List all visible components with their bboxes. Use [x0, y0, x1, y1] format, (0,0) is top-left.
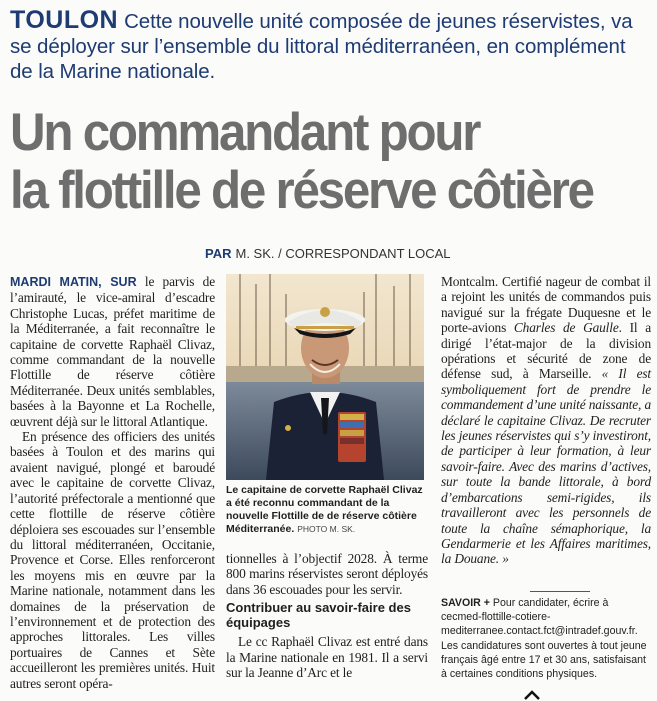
kicker [10, 8, 650, 84]
quote: « Il est symboliquement fort de prendre le commandement d’une unité naissante, a déclaré le capitaine Clivaz. De recruter les jeunes réservistes qui s’y investiront, de participer à leur formation, à leur savoir-faire. Avec des marins d’actives, sur toute la bande littorale, à bord d’embarcations semi-rigides, ils travailleront avec les personnels de toute la chaîne sémaphorique, la Gendarmerie et les Affaires maritimes, la Douane. » [441, 366, 651, 567]
article-column-1 [10, 274, 215, 691]
paragraph-2: En présence des officiers des unités basées à Toulon et des marins qui avaient navigué, plongé et baroudé avec le capitaine de corvette Clivaz, l’autorité préfectorale a mentionné que cette flottille de réserve côtière déploiera ses escouades sur l’ensemble du littoral méditerranéen, Occitanie, Provence et Corse. Elles renforceront les moyens mis en œuvre par la Marine nationale, notamment dans les domaines de la préservation de l’environnement et de protection des approches littorales. Les villes portuaires de Cannes et Sète accueilleront les premières unités. Huit autres seront opéra- [10, 429, 215, 691]
headline-line-1: Un commandant pour [10, 103, 480, 162]
kicker-text: Cette nouvelle unité composée de jeunes réservistes, va se déployer sur l’ensemble du littoral méditerranéen, en complément de la Marine nationale. [10, 10, 633, 83]
paragraph-1 [10, 274, 215, 429]
photo-caption [226, 484, 428, 536]
subheading: Contribuer au savoir-faire des équipages [226, 600, 411, 631]
paragraph-3: tionnelles à l’objectif 2028. À terme 800 marins réservistes seront déployés dans 36 escouades pour les servir. [226, 551, 428, 597]
officer-photo [226, 274, 424, 480]
lead-in: MARDI MATIN, SUR [10, 275, 137, 289]
paragraph-4: Le cc Raphaël Clivaz est entré dans la Marine nationale en 1981. Il a servi sur la Jeanne d’Arc et le [226, 634, 428, 681]
savoir-plus-box [441, 596, 651, 681]
paragraph-5b: . Il a dirigé l’état-major de la division opérations et sécurité de zone de défense sud, à Marseille. [441, 320, 651, 382]
article-column-3 [441, 274, 651, 567]
chevron-up-icon[interactable] [523, 690, 541, 701]
paragraph-1-text: le parvis de l’amirauté, le vice-amiral d’escadre Christophe Lucas, préfet maritime de la Méditerranée, a fait reconnaître le capitaine de corvette Raphaël Clivaz, comme commandant de la nouvelle Flottille de réserve côtière Méditerranée. Deux unités semblables, basées à la Bayonne et La Rochelle, œuvrent déjà sur le littoral Atlantique. [10, 274, 215, 429]
officer-photo-illustration [226, 274, 424, 480]
savoir-text: Pour candidater, écrire à cecmed-flottille-cotiere-mediterranee.contact.fct@intradef.gouv.fr. Les candidatures sont ouvertes à tout jeune français âgé entre 17 et 30 ans, satisfaisant à certaines conditions physiques. [441, 597, 647, 681]
photo-caption-text: Le capitaine de corvette Raphaël Clivaz a été reconnu commandant de la nouvelle Flottille de de réserve côtière Méditerranée. [226, 484, 423, 535]
byline-author: M. SK. / CORRESPONDANT LOCAL [235, 246, 451, 261]
photo-credit: PHOTO M. SK. [297, 524, 356, 534]
headline-line-2: la flottille de réserve côtière [10, 161, 593, 220]
savoir-label: SAVOIR + [441, 597, 490, 609]
paragraph-5a: Montcalm. Certifié nageur de combat il a rejoint les unités de commandos puis navigué sur la frégate Duquesne et le porte-avions [441, 274, 651, 336]
kicker-place: TOULON [10, 6, 119, 34]
ship-name: Charles de Gaulle [513, 320, 619, 336]
byline [205, 246, 451, 261]
divider [530, 591, 590, 592]
article-column-2 [226, 551, 428, 680]
headline [10, 104, 605, 220]
paragraph-5 [441, 274, 651, 567]
byline-prefix: PAR [205, 246, 232, 261]
